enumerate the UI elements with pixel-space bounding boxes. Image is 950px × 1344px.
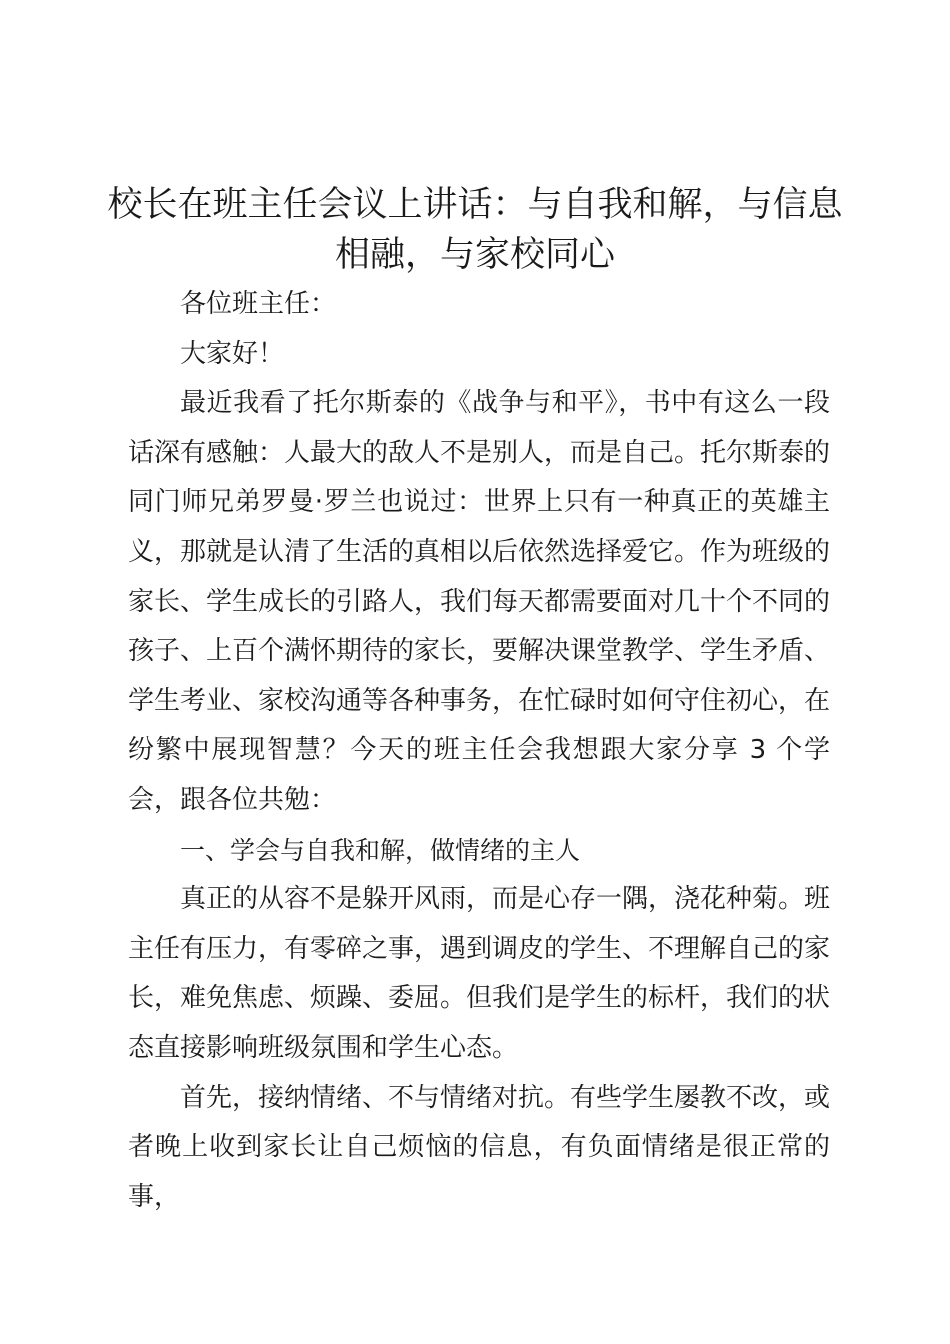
document-title: 校长在班主任会议上讲话：与自我和解，与信息相融，与家校同心: [107, 185, 843, 275]
section-1-paragraph-2: 首先，接纳情绪、不与情绪对抗。有些学生屡教不改，或者晚上收到家长让自己烦恼的信息，有负面情绪是很正常的事，: [128, 1082, 831, 1212]
greeting: 大家好！: [180, 338, 285, 369]
section-heading-1: 一、学会与自我和解，做情绪的主人: [180, 835, 581, 865]
document-body: [128, 280, 830, 1222]
salutation: 各位班主任：: [180, 289, 337, 319]
section-1-paragraph-1: 真正的从容不是躲开风雨，而是心存一隅，浇花种菊。班主任有压力，有零碎之事，遇到调皮的学生、不理解自己的家长，难免焦虑、烦躁、委屈。但我们是学生的标杆，我们的状态直接影响班级氛围和学生心态。: [128, 884, 831, 1063]
intro-paragraph: 最近我看了托尔斯泰的《战争与和平》，书中有这么一段话深有感触：人最大的敌人不是别人，而是自己。托尔斯泰的同门师兄弟罗曼·罗兰也说过：世界上只有一种真正的英雄主义，那就是认清了生活的真相以后依然选择爱它。作为班级的家长、学生成长的引路人，我们每天都需要面对几十个不同的孩子、上百个满怀期待的家长，要解决课堂教学、学生矛盾、学生考业、家校沟通等各种事务，在忙碌时如何守住初心，在纷繁中展现智慧？今天的班主任会我想跟大家分享 3 个学会，跟各位共勉：: [128, 388, 831, 815]
